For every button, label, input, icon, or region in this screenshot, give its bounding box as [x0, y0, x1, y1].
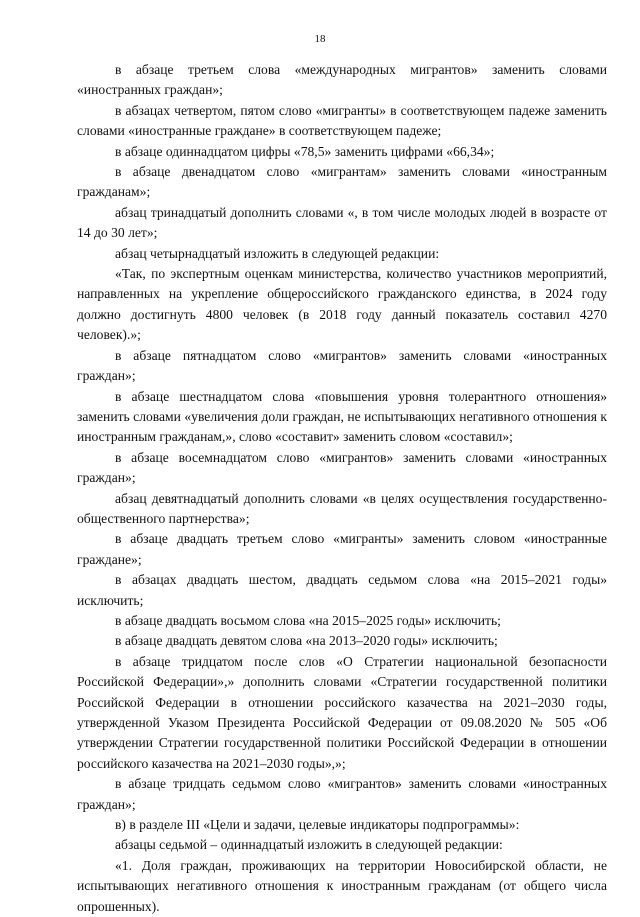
paragraph: в абзаце двадцать третьем слово «мигранты» заменить словом «иностранные граждане»; — [77, 531, 607, 567]
page-number: 18 — [314, 33, 326, 45]
paragraph: в абзацах четвертом, пятом слово «мигранты» в соответствующем падеже заменить словами «иностранные граждане» в соответствующем падеже; — [77, 102, 607, 139]
paragraph: абзацы седьмой – одиннадцатый изложить в следующей редакции: — [115, 837, 503, 853]
paragraph: «Так, по экспертным оценкам министерства, количество участников мероприятий, направленных на укрепление общероссийского гражданского единства, в 2024 году должно достигнуть 4800 человек (в 2018 году данный показатель составил 4270 человек).»; — [77, 266, 607, 343]
document-body — [77, 60, 607, 917]
paragraph: абзац четырнадцатый изложить в следующей редакции: — [115, 245, 440, 261]
paragraph: в абзаце одиннадцатом цифры «78,5» заменить цифрами «66,34»; — [115, 143, 495, 159]
paragraph: в абзаце двенадцатом слово «мигрантам» заменить словами «иностранным гражданам»; — [77, 164, 607, 200]
paragraph: в абзаце двадцать восьмом слова «на 2015–2025 годы» исключить; — [115, 612, 501, 628]
paragraph: в абзаце восемнадцатом слово «мигрантов» заменить словами «иностранных граждан»; — [77, 449, 607, 486]
paragraph: в) в разделе III «Цели и задачи, целевые индикаторы подпрограммы»: — [115, 817, 520, 833]
paragraph: в абзаце третьем слова «международных мигрантов» заменить словами «иностранных граждан»; — [77, 62, 607, 98]
paragraph: в абзаце шестнадцатом слова «повышения уровня толерантного отношения» заменить словами «увеличения доли граждан, не испытывающих негативного отношения к иностранным гражданам,», слово «составит» заменить словом «составил»; — [77, 388, 607, 445]
paragraph: в абзаце двадцать девятом слова «на 2013–2020 годы» исключить; — [115, 633, 498, 649]
paragraph: в абзаце тридцатом после слов «О Стратегии национальной безопасности Российской Федерации»,» дополнить словами «Стратегии государственной политики Российской Федерации в отношении российского казачества на 2021–2030 годы, утвержденной Указом Президента Российской Федерации от 09.08.2020 № 505 «Об утверждении Стратегии государственной политики Российской Федерации в отношении российского казачества на 2021–2030 годы»,»; — [77, 653, 607, 771]
paragraph: в абзаце пятнадцатом слово «мигрантов» заменить словами «иностранных граждан»; — [77, 347, 607, 384]
paragraph: в абзаце тридцать седьмом слово «мигрантов» заменить словами «иностранных граждан»; — [77, 776, 607, 812]
paragraph: абзац девятнадцатый дополнить словами «в целях осуществления государственно-общественного партнерства»; — [77, 490, 607, 526]
paragraph: абзац тринадцатый дополнить словами «, в том числе молодых людей в возрасте от 14 до 30 лет»; — [77, 204, 607, 241]
paragraph: «1. Доля граждан, проживающих на территории Новосибирской области, не испытывающих негативного отношения к иностранным гражданам (от общего числа опрошенных). — [77, 857, 607, 914]
paragraph: в абзацах двадцать шестом, двадцать седьмом слова «на 2015–2021 годы» исключить; — [77, 572, 607, 608]
